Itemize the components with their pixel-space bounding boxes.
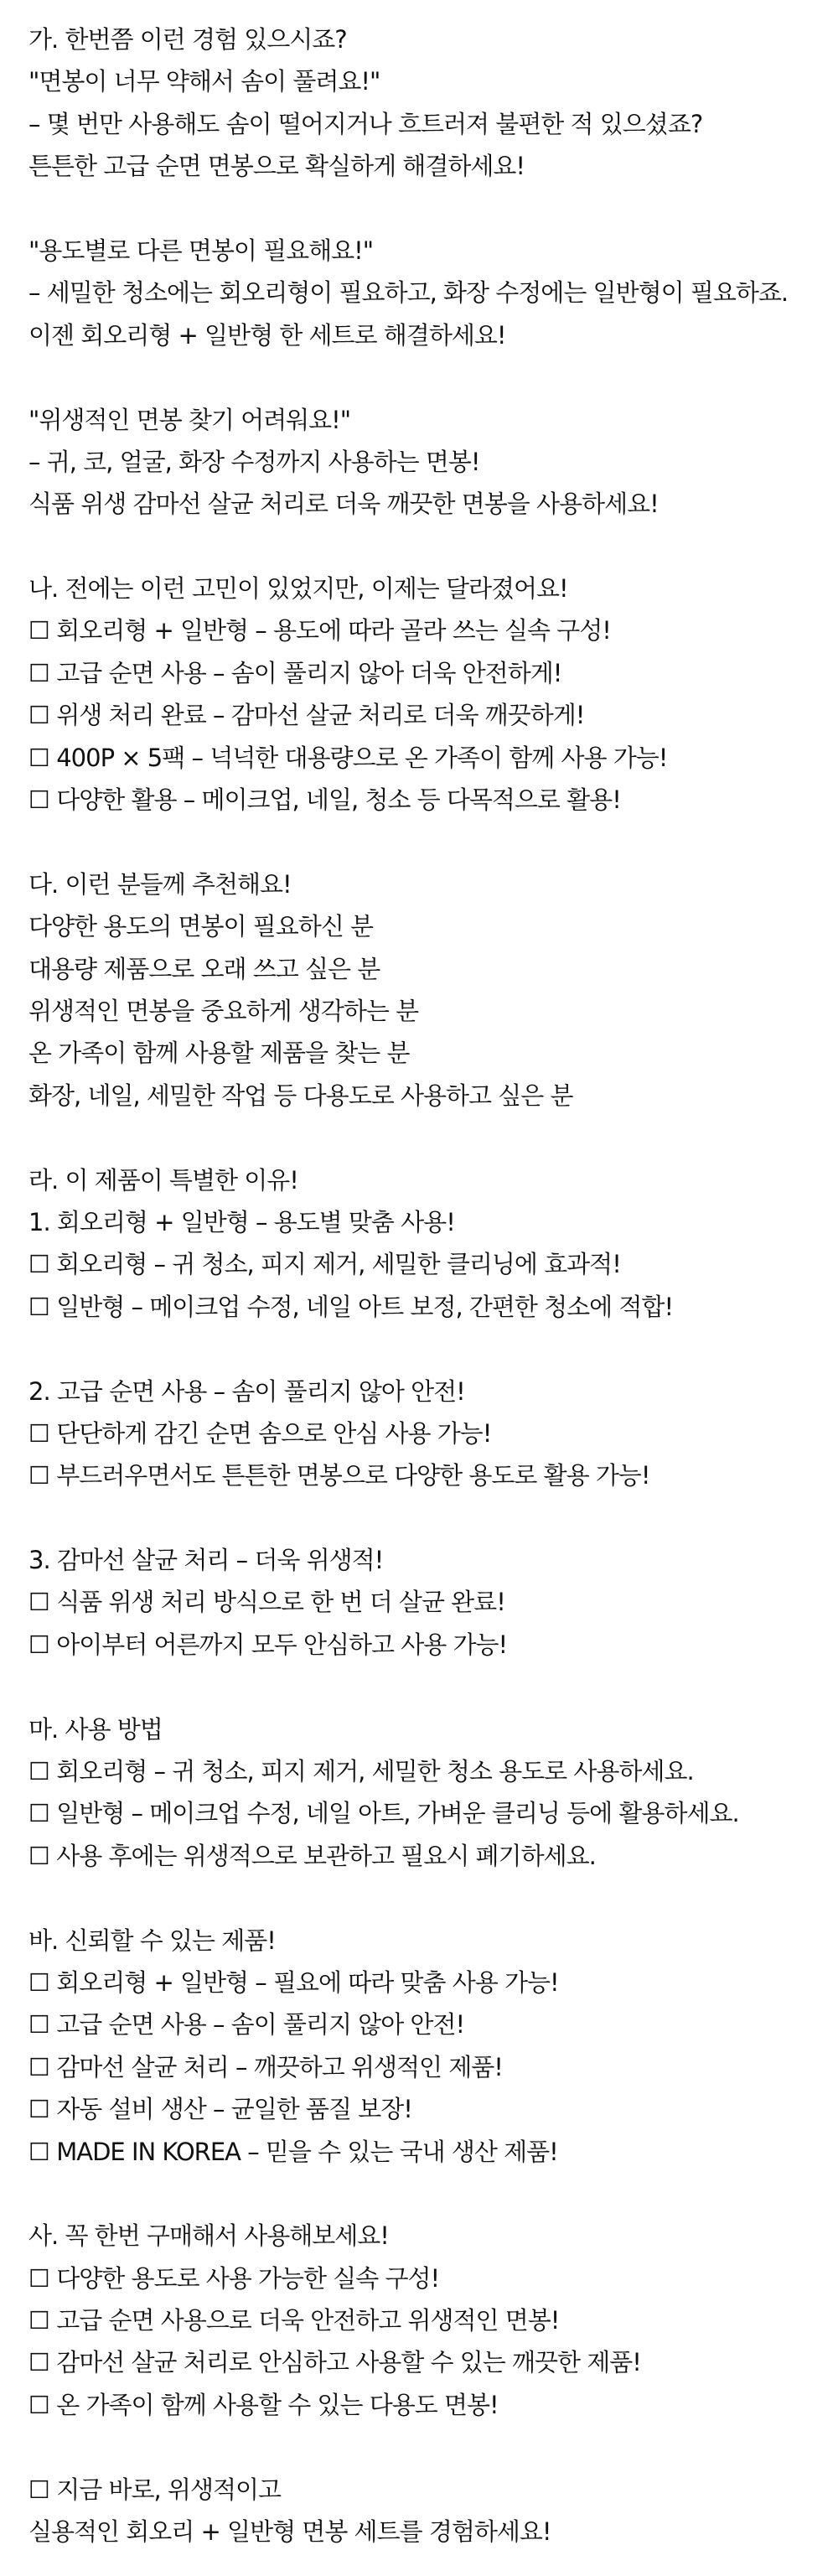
blank-line [28,1117,825,1158]
checklist-item: ☐ 회오리형 – 귀 청소, 피지 제거, 세밀한 청소 용도로 사용하세요. [28,1757,694,1786]
blank-line [28,526,825,568]
text-line: 위생적인 면봉을 중요하게 생각하는 분 [28,996,419,1025]
text-line: "용도별로 다른 면봉이 필요해요!" [28,236,374,265]
text-line: 대용량 제품으로 오래 쓰고 싶은 분 [28,954,380,983]
text-line: 튼튼한 고급 순면 면봉으로 확실하게 해결하세요! [28,152,525,181]
checklist-item: ☐ 일반형 – 메이크업 수정, 네일 아트 보정, 간편한 청소에 적합! [28,1292,674,1321]
blank-line [28,356,825,398]
text-line: 다양한 용도의 면봉이 필요하신 분 [28,912,374,941]
text-line: 화장, 네일, 세밀한 작업 등 다용도로 사용하고 싶은 분 [28,1081,573,1110]
blank-line [28,1328,825,1370]
section-heading: 마. 사용 방법 [28,1714,163,1744]
checklist-item: ☐ 일반형 – 메이크업 수정, 네일 아트, 가벼운 클리닝 등에 활용하세요. [28,1799,739,1828]
text-line: "위생적인 면봉 찾기 어려워요!" [28,405,351,434]
checklist-item: ☐ 고급 순면 사용 – 솜이 풀리지 않아 더욱 안전하게! [28,658,562,687]
subsection-heading: 1. 회오리형 + 일반형 – 용도별 맞춤 사용! [28,1207,455,1236]
checklist-item: ☐ 감마선 살균 처리 – 깨끗하고 위생적인 제품! [28,2052,503,2081]
text-line: – 세밀한 청소에는 회오리형이 필요하고, 화장 수정에는 일반형이 필요하죠. [28,278,789,308]
checklist-item: ☐ 다양한 용도로 사용 가능한 실속 구성! [28,2263,440,2293]
section-heading: 사. 꼭 한번 구매해서 사용해보세요! [28,2221,389,2251]
checklist-item: ☐ 고급 순면 사용 – 솜이 풀리지 않아 안전! [28,2010,465,2040]
checklist-item: ☐ 400P × 5팩 – 넉넉한 대용량으로 온 가족이 함께 사용 가능! [28,743,668,772]
checklist-item: ☐ 지금 바로, 위생적이고 [28,2475,281,2504]
blank-line [28,2173,825,2215]
checklist-item: ☐ 회오리형 + 일반형 – 필요에 따라 맞춤 사용 가능! [28,1967,559,1997]
product-description [28,18,825,2553]
checklist-item: ☐ 회오리형 – 귀 청소, 피지 제거, 세밀한 클리닝에 효과적! [28,1250,621,1279]
text-line: 이젠 회오리형 + 일반형 한 세트로 해결하세요! [28,320,506,350]
text-line: 식품 위생 감마선 살균 처리로 더욱 깨끗한 면봉을 사용하세요! [28,490,659,519]
checklist-item: ☐ 다양한 활용 – 메이크업, 네일, 청소 등 다목적으로 활용! [28,785,621,815]
subsection-heading: 3. 감마선 살균 처리 – 더욱 위생적! [28,1546,384,1575]
text-line: – 귀, 코, 얼굴, 화장 수정까지 사용하는 면봉! [28,447,480,476]
checklist-item: ☐ 단단하게 감긴 순면 솜으로 안심 사용 가능! [28,1418,492,1448]
section-heading: 바. 신뢰할 수 있는 제품! [28,1926,276,1955]
checklist-item: ☐ 자동 설비 생산 – 균일한 품질 보장! [28,2095,412,2124]
text-line: "면봉이 너무 약해서 솜이 풀려요!" [28,67,380,96]
text-line: – 몇 번만 사용해도 솜이 떨어지거나 흐트러져 불편한 적 있으셨죠? [28,109,703,138]
blank-line [28,2426,825,2468]
section-heading: 나. 전에는 이런 고민이 있었지만, 이제는 달라졌어요! [28,574,568,604]
checklist-item: ☐ MADE IN KOREA – 믿을 수 있는 국내 생산 제품! [28,2137,558,2166]
blank-line [28,188,825,230]
checklist-item: ☐ 식품 위생 처리 방식으로 한 번 더 살균 완료! [28,1588,505,1617]
blank-line [28,1877,825,1919]
blank-line [28,1666,825,1708]
checklist-item: ☐ 온 가족이 함께 사용할 수 있는 다용도 면봉! [28,2390,499,2419]
blank-line [28,821,825,863]
checklist-item: ☐ 고급 순면 사용으로 더욱 안전하고 위생적인 면봉! [28,2306,560,2335]
subsection-heading: 2. 고급 순면 사용 – 솜이 풀리지 않아 안전! [28,1376,465,1406]
checklist-item: ☐ 아이부터 어른까지 모두 안심하고 사용 가능! [28,1630,508,1659]
section-heading: 라. 이 제품이 특별한 이유! [28,1165,298,1195]
text-line: 온 가족이 함께 사용할 제품을 찾는 분 [28,1039,410,1068]
checklist-item: ☐ 사용 후에는 위생적으로 보관하고 필요시 폐기하세요. [28,1841,596,1870]
checklist-item: ☐ 위생 처리 완료 – 감마선 살균 처리로 더욱 깨끗하게! [28,701,585,730]
blank-line [28,1497,825,1539]
section-heading: 다. 이런 분들께 추천해요! [28,869,292,899]
checklist-item: ☐ 회오리형 + 일반형 – 용도에 따라 골라 쓰는 실속 구성! [28,616,611,645]
checklist-item: ☐ 부드러우면서도 튼튼한 면봉으로 다양한 용도로 활용 가능! [28,1461,650,1490]
text-line: 실용적인 회오리 + 일반형 면봉 세트를 경험하세요! [28,2517,551,2547]
checklist-item: ☐ 감마선 살균 처리로 안심하고 사용할 수 있는 깨끗한 제품! [28,2348,641,2377]
section-heading: 가. 한번쯤 이런 경험 있으시죠? [28,25,347,54]
